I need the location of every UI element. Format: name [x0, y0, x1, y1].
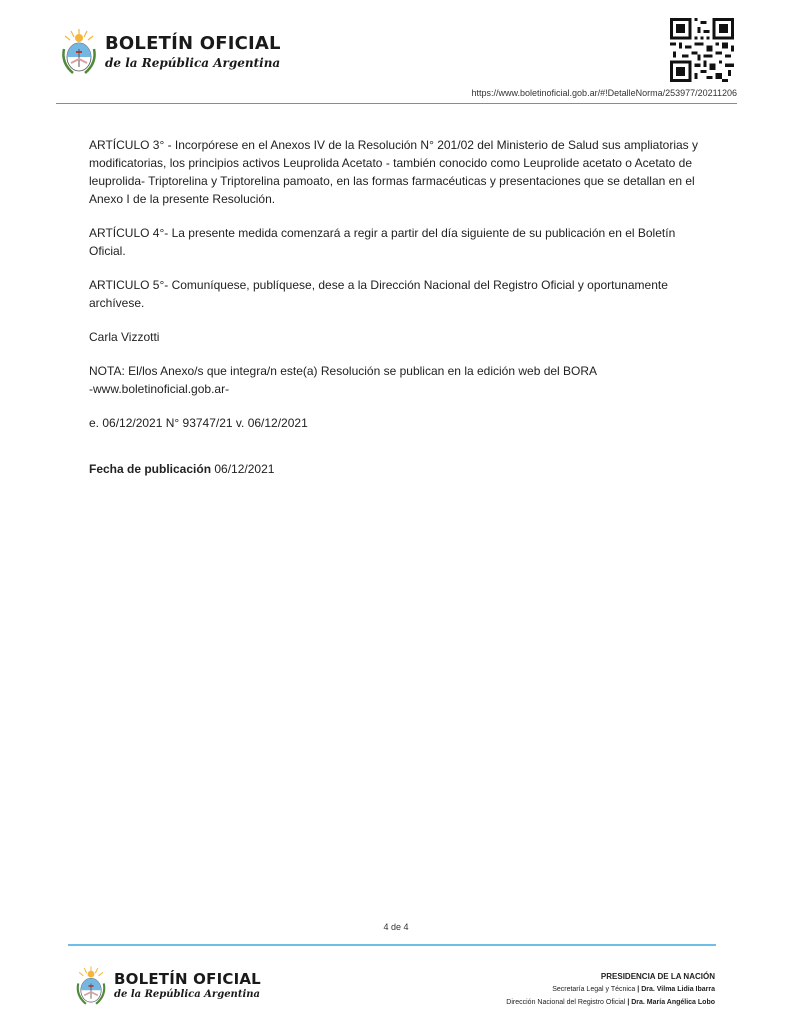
credit-line-2	[506, 996, 715, 1009]
credit-line-1-name: Dra. Vilma Lidia Ibarra	[641, 986, 715, 993]
document-url[interactable]: https://www.boletinoficial.gob.ar/#!DetalleNorma/253977/20211206	[471, 88, 737, 98]
signature: Carla Vizzotti	[89, 330, 160, 344]
page-number: 4 de 4	[383, 922, 409, 932]
header-logo[interactable]	[59, 27, 281, 77]
header-divider	[56, 103, 737, 104]
credit-line-2-name: Dra. María Angélica Lobo	[631, 999, 715, 1006]
brand-title: BOLETÍN OFICIAL	[105, 33, 281, 54]
article-5: ARTICULO 5°- Comuníquese, publíquese, dese a la Dirección Nacional del Registro Oficial y oportunamente archívese.	[89, 278, 668, 310]
footer-divider	[68, 944, 716, 946]
nota-line-1: NOTA: El/los Anexo/s que integra/n este(a) Resolución se publican en la edición web del BORA	[89, 364, 598, 378]
credit-line-2-separator: |	[627, 999, 630, 1006]
credit-line-1-separator: |	[637, 986, 640, 993]
footer-brand-title: BOLETÍN OFICIAL	[114, 970, 261, 988]
footer-brand-subtitle: de la República Argentina	[114, 989, 260, 1000]
credit-line-1-label: Secretaría Legal y Técnica	[552, 986, 636, 993]
footer-logo	[74, 964, 261, 1008]
footer-credits	[506, 970, 715, 1009]
presidencia-label: PRESIDENCIA DE LA NACIÓN	[600, 972, 715, 981]
argentina-seal-icon	[59, 27, 99, 77]
argentina-seal-icon	[74, 964, 108, 1008]
nota	[89, 362, 704, 398]
document-body	[89, 136, 704, 494]
edition-info: e. 06/12/2021 N° 93747/21 v. 06/12/2021	[89, 416, 308, 430]
publication-date-value: 06/12/2021	[214, 462, 275, 476]
publication-date-label: Fecha de publicación	[89, 462, 212, 476]
qr-code-icon[interactable]	[670, 18, 734, 82]
nota-line-2: -www.boletinoficial.gob.ar-	[89, 382, 230, 396]
credit-line-2-label: Dirección Nacional del Registro Oficial	[506, 999, 626, 1006]
article-4: ARTÍCULO 4°- La presente medida comenzará a regir a partir del día siguiente de su publicación en el Boletín Oficial.	[89, 226, 676, 258]
publication-date	[89, 460, 704, 478]
article-3: ARTÍCULO 3° - Incorpórese en el Anexos IV de la Resolución N° 201/02 del Ministerio de Salud sus ampliatorias y modificatorias, los principios activos Leuprolida Acetato - también conocido como Leuprolide acetato o Acetato de leuprolida- Triptorelina y Triptorelina pamoato, en las formas farmacéuticas y presentaciones que se detallan en el Anexo I de la presente Resolución.	[89, 138, 699, 206]
credit-line-1	[506, 983, 715, 996]
brand-subtitle: de la República Argentina	[105, 56, 281, 70]
